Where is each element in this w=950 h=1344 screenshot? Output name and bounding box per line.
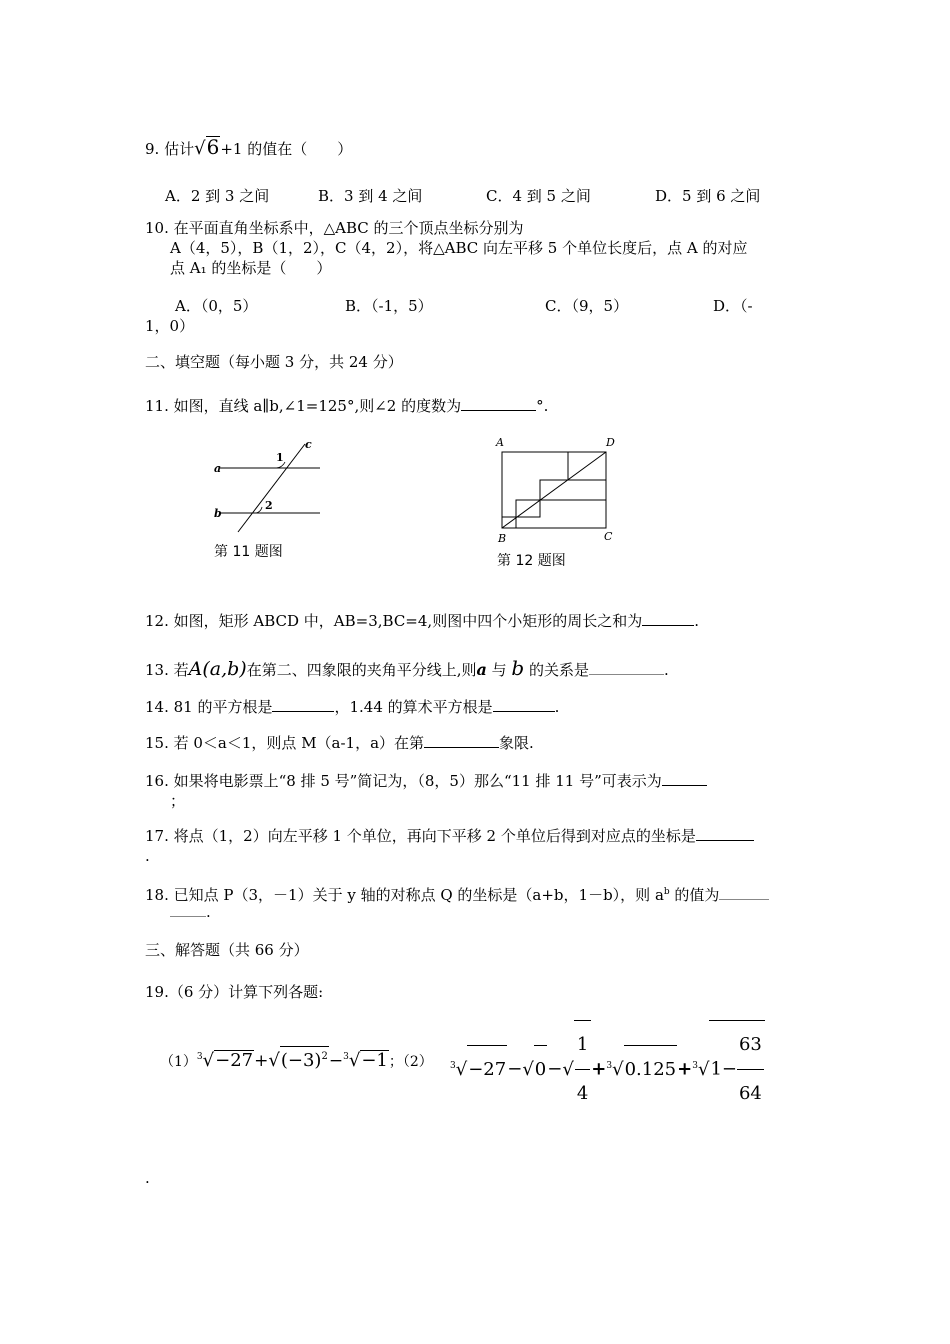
q10-option-d-cont: 1，0） <box>145 317 195 335</box>
q14-text: 14. 81 的平方根是 ，1.44 的算术平方根是 . <box>145 698 560 716</box>
q11-text: 11. 如图，直线 a∥b,∠1=125°,则∠2 的度数为 °. <box>145 397 549 415</box>
q12-text: 12. 如图，矩形 ABCD 中，AB=3,BC=4,则图中四个小矩形的周长之和为 . <box>145 612 699 630</box>
q10-option-d: D．（- <box>713 297 753 315</box>
section2-heading: 二、填空题（每小题 3 分，共 24 分） <box>145 353 403 371</box>
q10-line2: A（4，5），B（1，2），C（4，2），将△ABC 向左平移 5 个单位长度后，点 A 的对应 <box>170 239 748 257</box>
label-B: B <box>498 532 507 545</box>
q10-line3: 点 A₁ 的坐标是（ ） <box>170 259 332 277</box>
q11-answer-blank[interactable] <box>461 396 536 411</box>
q18-cont: . <box>170 902 211 922</box>
q17-text: 17. 将点（1，2）向左平移 1 个单位，再向下平移 2 个单位后得到对应点的坐标是 <box>145 826 754 846</box>
q15-text: 15. 若 0＜a＜1，则点 M（a-1，a）在第 象限. <box>145 734 534 752</box>
q9-option-b: B．3 到 4 之间 <box>318 187 423 205</box>
q14-blank-1[interactable] <box>272 697 334 712</box>
q13-answer-blank[interactable] <box>589 660 664 675</box>
q18-text: 18. 已知点 P（3，－1）关于 y 轴的对称点 Q 的坐标是（a+b，1－b），则 $a^b$ 的值为 <box>145 882 769 905</box>
label-D: D <box>606 436 615 449</box>
line-c <box>238 444 305 532</box>
q9-option-a: A．2 到 3 之间 <box>165 187 270 205</box>
label-1: 1 <box>276 451 284 464</box>
q9-option-c: C．4 到 5 之间 <box>486 187 591 205</box>
q18-answer-blank-cont[interactable] <box>170 902 206 917</box>
q16-answer-blank[interactable] <box>662 771 707 786</box>
footer-dot: . <box>145 1169 150 1187</box>
q18-answer-blank[interactable] <box>719 885 769 900</box>
figure-11-caption: 第 11 题图 <box>214 544 283 560</box>
q17-answer-blank[interactable] <box>696 826 754 841</box>
figure-12-caption: 第 12 题图 <box>497 553 566 569</box>
label-2: 2 <box>265 499 273 512</box>
q12-answer-blank[interactable] <box>642 611 694 626</box>
q16-cont: ； <box>170 792 186 810</box>
q9-option-d: D．5 到 6 之间 <box>655 187 761 205</box>
q10-option-c: C．（9，5） <box>545 297 629 315</box>
q10-option-b: B．（-1，5） <box>345 297 433 315</box>
section3-heading: 三、解答题（共 66 分） <box>145 941 309 959</box>
q19-part1: $(1)^3√-27+√(-3)^2-^3√-1$；（2） <box>160 1046 433 1072</box>
q10-option-a: A．（0，5） <box>175 297 258 315</box>
q14-blank-2[interactable] <box>493 697 555 712</box>
figure-11 <box>210 436 330 536</box>
q9-stem: 9. 估计√6+1 的值在（ ） <box>145 135 353 159</box>
label-a: a <box>214 462 222 475</box>
q16-text: 16. 如果将电影票上“8 排 5 号”简记为，（8，5）那么“11 排 11 号”可表示为 <box>145 771 707 791</box>
figure-12 <box>494 434 622 546</box>
label-A: A <box>496 436 504 449</box>
label-b: b <box>214 507 222 520</box>
q19-part2: $^3$√−27−√0−√ $\frac{1}{4}$ +$^3$√0.125+$^3$√1− $\frac{63}{64}$ <box>450 1020 765 1118</box>
q10-line1: 10. 在平面直角坐标系中，△ABC 的三个顶点坐标分别为 <box>145 219 524 237</box>
sqrt-six: √6 <box>194 135 220 159</box>
label-c: c <box>305 438 312 451</box>
q19-text: 19.（6 分）计算下列各题: <box>145 983 324 1001</box>
q13-text: 13. 若A(a,b)在第二、四象限的夹角平分线上,则a 与 b 的关系是 . <box>145 656 669 680</box>
q15-answer-blank[interactable] <box>424 733 499 748</box>
q17-cont: . <box>145 847 150 865</box>
label-C: C <box>604 530 613 543</box>
